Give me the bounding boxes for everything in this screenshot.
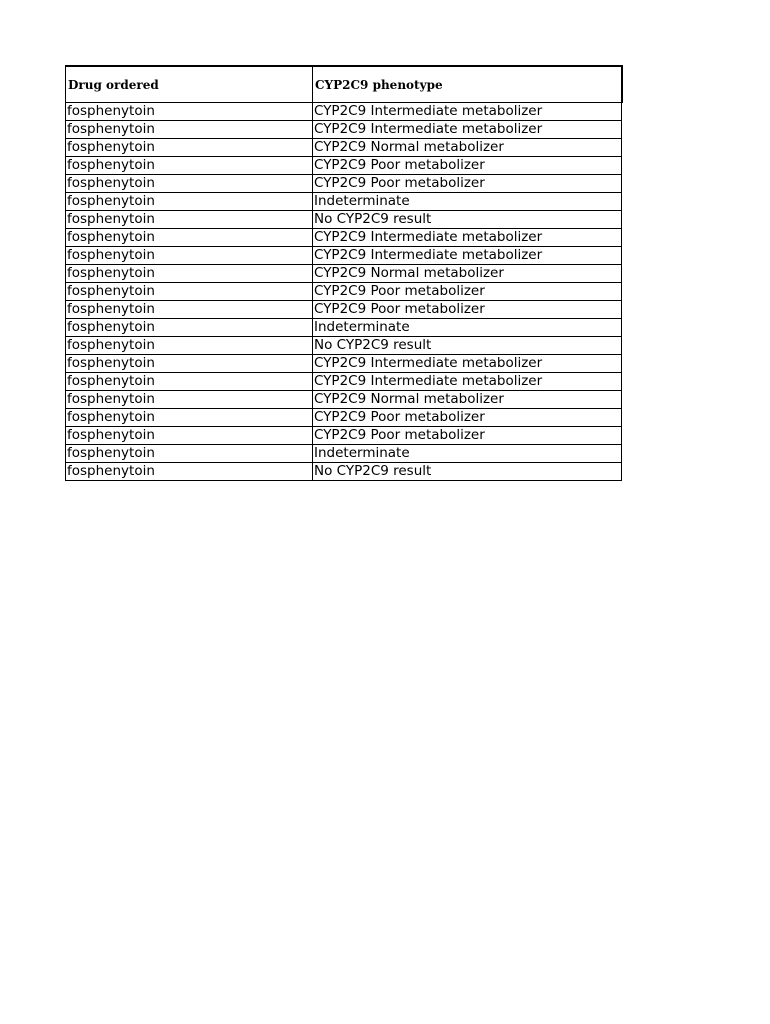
cell-drug-ordered: fosphenytoin: [66, 229, 313, 247]
table-row: [66, 157, 622, 175]
column-header-cyp2c9-phenotype: CYP2C9 phenotype: [313, 66, 622, 103]
table-row: [66, 463, 622, 481]
cell-cyp2c9-phenotype: CYP2C9 Intermediate metabolizer: [313, 229, 622, 247]
cell-drug-ordered: fosphenytoin: [66, 211, 313, 229]
table-row: [66, 445, 622, 463]
table-row: [66, 103, 622, 121]
cell-cyp2c9-phenotype: Indeterminate: [313, 319, 622, 337]
cell-cyp2c9-phenotype: CYP2C9 Normal metabolizer: [313, 391, 622, 409]
table-row: [66, 301, 622, 319]
table-row: [66, 247, 622, 265]
cell-cyp2c9-phenotype: Indeterminate: [313, 445, 622, 463]
cell-cyp2c9-phenotype: Indeterminate: [313, 193, 622, 211]
cell-cyp2c9-phenotype: CYP2C9 Poor metabolizer: [313, 157, 622, 175]
table-row: [66, 337, 622, 355]
cell-cyp2c9-phenotype: CYP2C9 Intermediate metabolizer: [313, 247, 622, 265]
cell-cyp2c9-phenotype: CYP2C9 Poor metabolizer: [313, 409, 622, 427]
header-row: [66, 66, 622, 103]
table-row: [66, 373, 622, 391]
cell-drug-ordered: fosphenytoin: [66, 139, 313, 157]
table-row: [66, 283, 622, 301]
cell-drug-ordered: fosphenytoin: [66, 391, 313, 409]
cell-drug-ordered: fosphenytoin: [66, 445, 313, 463]
cell-cyp2c9-phenotype: No CYP2C9 result: [313, 211, 622, 229]
table-row: [66, 355, 622, 373]
cell-cyp2c9-phenotype: CYP2C9 Poor metabolizer: [313, 175, 622, 193]
table-row: [66, 211, 622, 229]
table-row: [66, 391, 622, 409]
cell-drug-ordered: fosphenytoin: [66, 283, 313, 301]
phenotype-table: [65, 65, 623, 481]
cell-cyp2c9-phenotype: CYP2C9 Normal metabolizer: [313, 139, 622, 157]
cell-cyp2c9-phenotype: No CYP2C9 result: [313, 337, 622, 355]
cell-cyp2c9-phenotype: CYP2C9 Poor metabolizer: [313, 301, 622, 319]
cell-drug-ordered: fosphenytoin: [66, 193, 313, 211]
cell-drug-ordered: fosphenytoin: [66, 103, 313, 121]
cell-drug-ordered: fosphenytoin: [66, 337, 313, 355]
table-row: [66, 265, 622, 283]
cell-cyp2c9-phenotype: No CYP2C9 result: [313, 463, 622, 481]
cell-cyp2c9-phenotype: CYP2C9 Intermediate metabolizer: [313, 355, 622, 373]
table-row: [66, 121, 622, 139]
table-row: [66, 193, 622, 211]
cell-drug-ordered: fosphenytoin: [66, 301, 313, 319]
cell-cyp2c9-phenotype: CYP2C9 Normal metabolizer: [313, 265, 622, 283]
cell-cyp2c9-phenotype: CYP2C9 Poor metabolizer: [313, 283, 622, 301]
cell-drug-ordered: fosphenytoin: [66, 427, 313, 445]
cell-cyp2c9-phenotype: CYP2C9 Intermediate metabolizer: [313, 373, 622, 391]
cell-cyp2c9-phenotype: CYP2C9 Poor metabolizer: [313, 427, 622, 445]
cell-drug-ordered: fosphenytoin: [66, 409, 313, 427]
cell-drug-ordered: fosphenytoin: [66, 121, 313, 139]
cell-drug-ordered: fosphenytoin: [66, 373, 313, 391]
cell-drug-ordered: fosphenytoin: [66, 319, 313, 337]
table-row: [66, 175, 622, 193]
table-row: [66, 319, 622, 337]
table-body: [66, 103, 622, 481]
table-header: [66, 66, 622, 103]
table-row: [66, 427, 622, 445]
cell-drug-ordered: fosphenytoin: [66, 463, 313, 481]
cell-drug-ordered: fosphenytoin: [66, 265, 313, 283]
table-row: [66, 139, 622, 157]
cell-cyp2c9-phenotype: CYP2C9 Intermediate metabolizer: [313, 121, 622, 139]
cell-drug-ordered: fosphenytoin: [66, 355, 313, 373]
cell-cyp2c9-phenotype: CYP2C9 Intermediate metabolizer: [313, 103, 622, 121]
cell-drug-ordered: fosphenytoin: [66, 247, 313, 265]
cell-drug-ordered: fosphenytoin: [66, 157, 313, 175]
table-row: [66, 229, 622, 247]
table-row: [66, 409, 622, 427]
column-header-drug-ordered: Drug ordered: [66, 66, 313, 103]
cell-drug-ordered: fosphenytoin: [66, 175, 313, 193]
